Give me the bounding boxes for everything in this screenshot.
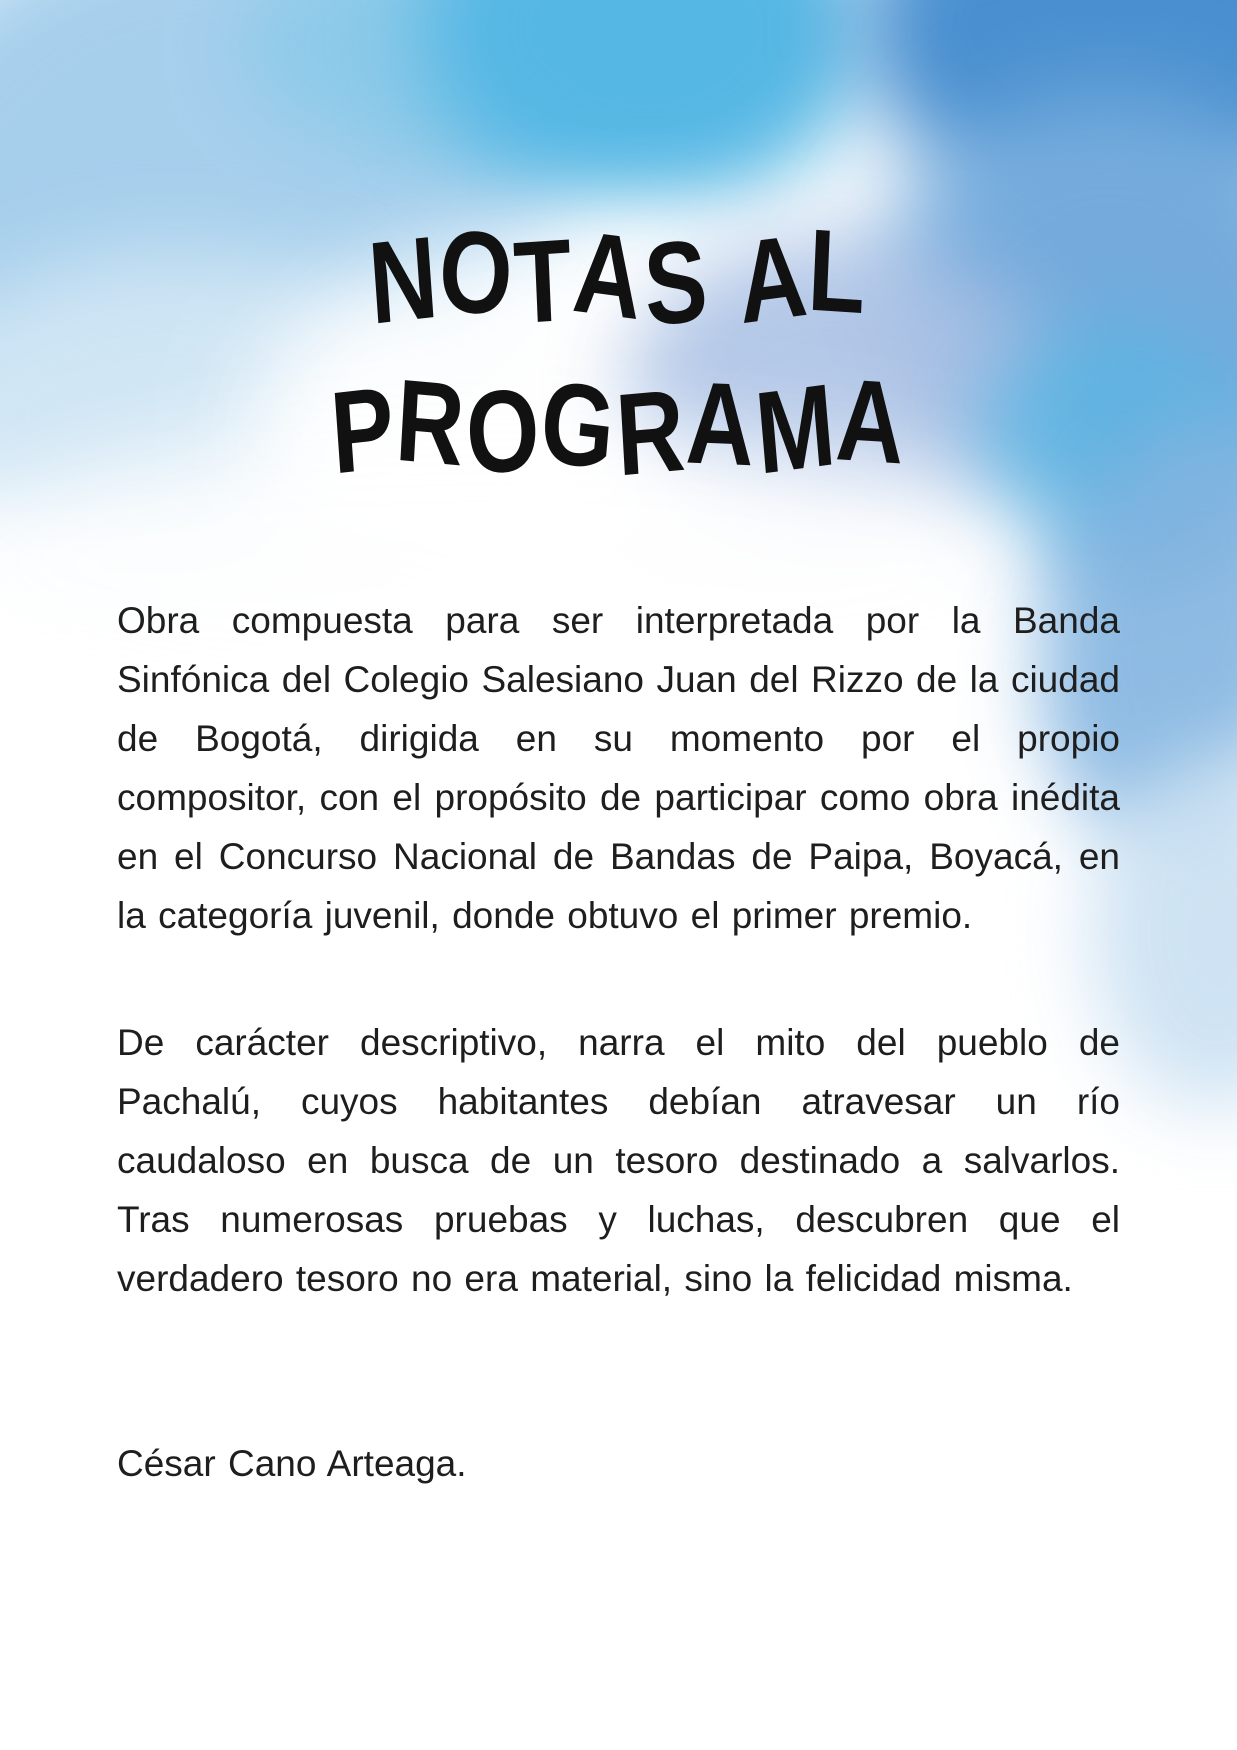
page-title-line-2: PROGRAMA xyxy=(326,354,909,501)
program-notes xyxy=(117,591,1120,1493)
composer-signature: César Cano Arteaga. xyxy=(117,1443,467,1484)
page-title-line-1: NOTAS AL xyxy=(365,204,871,351)
page-title xyxy=(0,203,1237,503)
program-note-paragraph-2: De carácter descriptivo, narra el mito del pueblo de Pachalú, cuyos habitantes debían atravesar un río caudaloso en busca de un tesoro destinado a salvarlos. Tras numerosas pruebas y luchas, descubren que el verdadero tesoro no era material, sino la felicidad misma. xyxy=(117,1022,1120,1299)
program-note-paragraph-1: Obra compuesta para ser interpretada por la Banda Sinfónica del Colegio Salesiano Juan del Rizzo de la ciudad de Bogotá, dirigida en su momento por el propio compositor, con el propósito de participar como obra inédita en el Concurso Nacional de Bandas de Paipa, Boyacá, en la categoría juvenil, donde obtuvo el primer premio. xyxy=(117,600,1120,936)
